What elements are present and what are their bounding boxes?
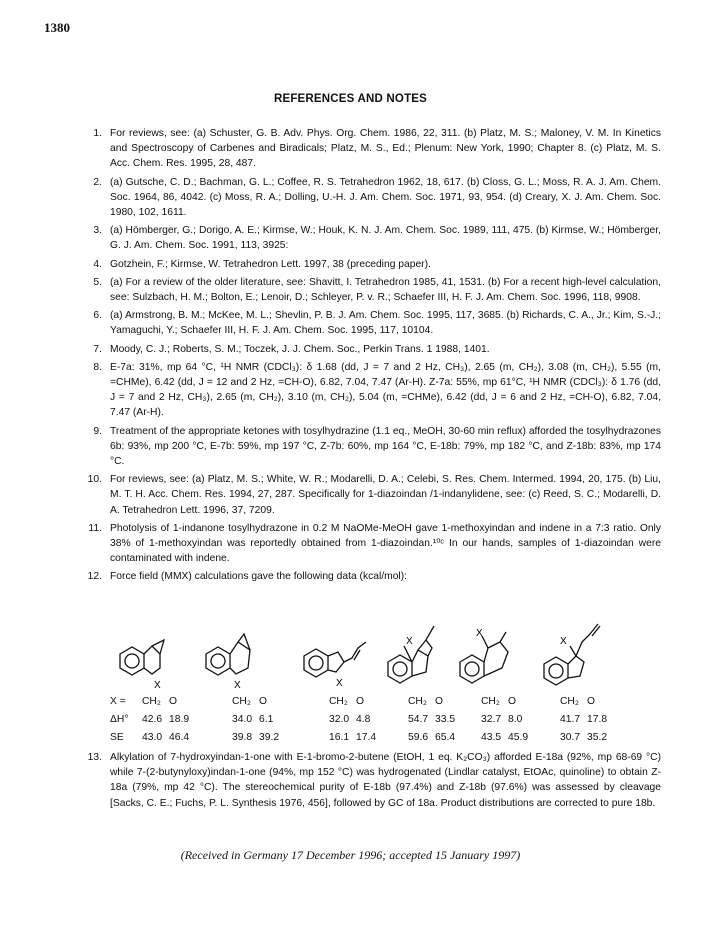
reference-item [86, 569, 661, 584]
reference-number: 12 . [86, 569, 106, 584]
table-cell: CH₂ O [142, 696, 178, 707]
reference-text: Force field (MMX) calculations gave the following data (kcal/mol): [110, 571, 408, 583]
received-note: (Received in Germany 17 December 1996; accepted 15 January 1997) [180, 848, 521, 862]
reference-item [86, 308, 661, 338]
reference-number: 10 . [86, 472, 106, 487]
table-cell: CH₂ O [329, 696, 365, 707]
table-cell: 32.7 8.0 [481, 714, 523, 725]
reference-number: 2 . [86, 175, 106, 190]
structure-2 [198, 612, 268, 694]
reference-number: 5 . [86, 275, 106, 290]
table-cell: 16.1 17.4 [329, 732, 377, 743]
reference-item [86, 424, 661, 470]
reference-text: (a) Armstrong, B. M.; McKee, M. L.; Shevlin, P. B. J. Am. Chem. Soc. 1995, 117, 3685. (b) Richards, C. A., Jr.; Kim, S.-J.; Yamaguchi, Y.; Schaefer III, H. F. J. Am. Chem. Soc. 1995, 117, 10104. [110, 310, 661, 337]
reference-item [86, 257, 661, 272]
reference-text: (a) Gutsche, C. D.; Bachman, G. L.; Coffee, R. S. Tetrahedron 1962, 18, 617. (b) Closs, G. L.; Moss, R. A. J. Am. Chem. Soc. 1964, 86, 4042. (c) Moss, R. A.; Dolling, U.-H. J. Am. Chem. Soc. 1971, 93, 954. (d) Creary, X. J. Am. Chem. Soc. 1980, 102, 1611. [110, 176, 661, 219]
reference-number: 1 . [86, 126, 106, 141]
reference-text: Gotzhein, F.; Kirmse, W. Tetrahedron Lett. 1997, 38 (preceding paper). [110, 258, 431, 270]
reference-text: (a) For a review of the older literature, see: Shavitt, I. Tetrahedron 1985, 41, 1531. (b) For a recent high-level calculation, see: Sulzbach, H. M.; Bolton, E.; Lenoir, D.; Schleyer, P. v. R.; Schaefer III, H. F. J. Am. Chem. Soc. 1996, 118, 9908. [110, 276, 661, 304]
reference-text: E-7a: 31%, mp 64 °C, ¹H NMR (CDCl₃): δ 1.68 (dd, J = 7 and 2 Hz, CH₃), 2.65 (m, CH₂), 3.08 (m, CH₂), 5.55 (m, =CHMe), 6.42 (dd, J = 12 and 2 Hz, =CH-O), 6.82, 7.04, 7.47 (Ar-H). Z-7a: 55%, mp 61°C, ¹H NMR (CDCl₃): δ 1.76 (dd, J = 7 and 2 Hz, CH₃), 2.65 (m, CH₂), 3.10 (m, CH₂), 5.04 (m, =CHMe), 6.42 (dd, J = 6 and 2 Hz, =CH-O), 6.82, 7.04, 7.47 (Ar-H). [110, 361, 661, 419]
x-label: X [406, 636, 413, 647]
reference-number: 13 . [86, 750, 106, 765]
reference-list [86, 126, 661, 588]
x-label: X [154, 680, 161, 691]
reference-item [86, 342, 661, 357]
table-cell: CH₂ O [232, 696, 268, 707]
reference-text: Photolysis of 1-indanone tosylhydrazone in 0.2 M NaOMe-MeOH gave 1-methoxyindan and indene in a 7:3 ratio. Only 38% of 1-methoxyindan was reportedly obtained from 1-diazoindan.¹⁰ᶜ In our hands, samples of 1-diazoindan were contaminated with indene. [110, 522, 661, 565]
table-cell: 39.8 39.2 [232, 732, 280, 743]
table-cell: 42.6 18.9 [142, 714, 190, 725]
reference-text: Moody, C. J.; Roberts, S. M.; Toczek, J. J. Chem. Soc., Perkin Trans. 1 1988, 1401. [110, 343, 490, 355]
reference-item [86, 126, 661, 172]
page-number: 1380 [44, 20, 70, 35]
table-cell: CH₂ O [408, 696, 444, 707]
reference-item [86, 275, 661, 305]
reference-item [86, 472, 661, 518]
table-cell: 34.0 6.1 [232, 714, 274, 725]
mmx-row-x [86, 696, 666, 710]
reference-item [86, 750, 661, 811]
reference-text: Treatment of the appropriate ketones with tosylhydrazine (1.1 eq., MeOH, 30-60 min reflux) afforded the tosylhydrazones 6b: 93%, mp 200 °C, E-7b: 59%, mp 197 °C, Z-7b: 60%, mp 164 °C, E-18b: 79%, mp 182 °C, and Z-18b: 83%, mp 174 °C. [110, 425, 661, 468]
reference-text: Alkylation of 7-hydroxyindan-1-one with E-1-bromo-2-butene (EtOH, 1 eq. K₂CO₃) afforded E-18a (92%, mp 68-69 °C) while 7-(2-butynyloxy)indan-1-one (94%, mp 152 °C) was hydrogenated (Lindlar catalyst, EtOAc, quinoline) to obtain Z-18a (79%, mp 42 °C). The stereochemical purity of E-18b (97.4%) and Z-18b (97.6%) was assessed by cleavage [Sacks, C. E.; Fuchs, P. L. Synthesis 1976, 456], followed by GC of 18a. Product distributions are corrected to pure 18b. [110, 752, 661, 809]
table-cell: CH₂ O [481, 696, 517, 707]
reference-number: 9 . [86, 424, 106, 439]
structure-4 [382, 612, 452, 694]
reference-number: 4 . [86, 257, 106, 272]
structure-5 [454, 612, 524, 694]
section-title: REFERENCES AND NOTES [273, 93, 428, 105]
x-label: X [336, 678, 343, 689]
table-cell: 41.7 17.8 [560, 714, 608, 725]
reference-item [86, 360, 661, 421]
reference-number: 8 . [86, 360, 106, 375]
reference-number: 6 . [86, 308, 106, 323]
structure-6 [538, 612, 608, 694]
mmx-row-se [86, 732, 666, 746]
table-cell: 43.5 45.9 [481, 732, 529, 743]
reference-text: For reviews, see: (a) Platz, M. S.; White, W. R.; Modarelli, D. A.; Celebi, S. Res. Chem. Intermed. 1994, 20, 175. (b) Liu, M. T. H. Acc. Chem. Res. 1994, 27, 287. Specifically for 1-diazoindan /1-indanylidene, see: (c) Reed, S. C.; Modarelli, D. A. Tetrahedron Lett. 1996, 37, 7209. [110, 474, 661, 516]
x-label: X [234, 680, 241, 691]
reference-text: (a) Hömberger, G.; Dorigo, A. E.; Kirmse, W.; Houk, K. N. J. Am. Chem. Soc. 1989, 111, 475. (b) Kirmse, W.; Hömberger, G. J. Am. Chem. Soc. 1991, 113, 3925: [110, 225, 661, 252]
row-label: X = [110, 696, 126, 707]
reference-number: 11 . [86, 521, 106, 536]
structure-1 [108, 612, 178, 694]
reference-item [86, 223, 661, 253]
x-label: X [476, 628, 483, 639]
reference-item [86, 175, 661, 221]
table-cell: 59.6 65.4 [408, 732, 456, 743]
reference-number: 7 . [86, 342, 106, 357]
table-cell: 30.7 35.2 [560, 732, 608, 743]
structure-3 [296, 612, 376, 694]
mmx-structures [108, 612, 668, 694]
reference-text: For reviews, see: (a) Schuster, G. B. Adv. Phys. Org. Chem. 1986, 22, 311. (b) Platz, M. S.; Maloney, V. M. In Kinetics and Spectroscopy of Carbenes and Biradicals; Platz, M. S., Ed.; Plenum: New York, 1990; Chapter 8. (c) Platz, M. S. Acc. Chem. Res. 1995, 28, 487. [110, 128, 661, 170]
reference-item [86, 521, 661, 567]
table-cell: 43.0 46.4 [142, 732, 190, 743]
x-label: X [560, 636, 567, 647]
reference-list-continued [86, 750, 661, 814]
mmx-row-dh [86, 714, 666, 728]
reference-number: 3 . [86, 223, 106, 238]
table-cell: CH₂ O [560, 696, 596, 707]
table-cell: 54.7 33.5 [408, 714, 456, 725]
row-label: SE [110, 732, 124, 743]
table-cell: 32.0 4.8 [329, 714, 371, 725]
row-label: ΔH° [110, 714, 129, 725]
